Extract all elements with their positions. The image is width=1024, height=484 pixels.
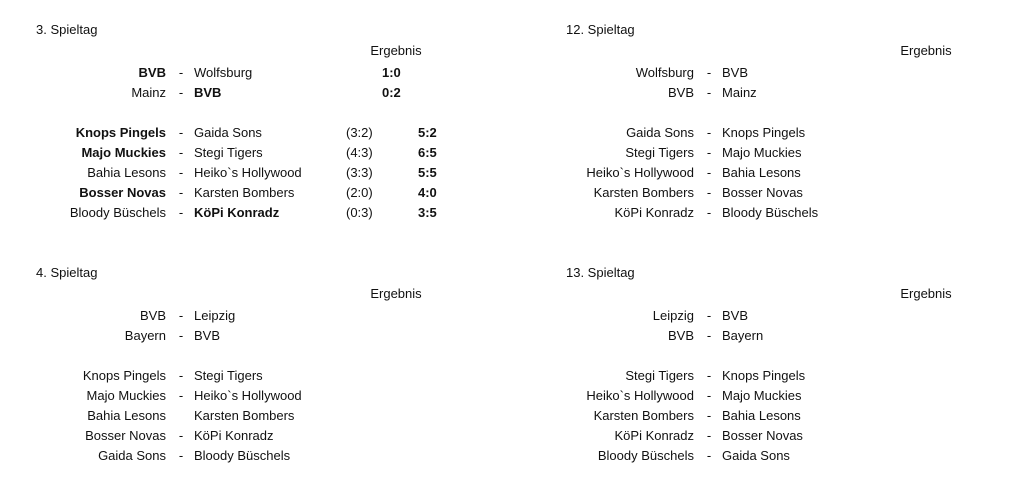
final-score: 5:2 [418, 125, 437, 140]
home-team-cell [36, 203, 166, 223]
away-team: Karsten Bombers [194, 185, 295, 200]
home-team: BVB [667, 85, 694, 100]
match-row [36, 406, 496, 426]
matchday-title: 4. Spieltag [36, 265, 98, 280]
match-row [566, 386, 1024, 406]
separator-dash: - [178, 145, 184, 160]
bvb-match-row [36, 306, 496, 326]
home-team-cell [36, 406, 166, 426]
separator-dash: - [706, 428, 712, 443]
home-team: Stegi Tigers [625, 145, 694, 160]
away-team: Leipzig [194, 308, 236, 323]
home-team: Leipzig [652, 308, 694, 323]
away-team: Gaida Sons [722, 448, 790, 463]
home-team: BVB [139, 308, 166, 323]
separator-dash: - [706, 85, 712, 100]
final-score: 4:0 [418, 185, 437, 200]
away-team: BVB [194, 85, 222, 100]
final-score: 5:5 [418, 165, 437, 180]
home-team: Bayern [124, 328, 166, 343]
home-team-cell [566, 183, 694, 203]
home-team-cell [566, 406, 694, 426]
home-team-cell [36, 83, 166, 103]
matchday-block [566, 265, 1024, 475]
match-row [566, 406, 1024, 426]
final-score: 3:5 [418, 205, 437, 220]
match-row [566, 123, 1024, 143]
away-team: Knops Pingels [722, 368, 806, 383]
home-team-cell [566, 63, 694, 83]
match-row [36, 183, 496, 203]
home-team-cell [36, 386, 166, 406]
bvb-match-row [36, 326, 496, 346]
bvb-match-row [566, 306, 1024, 326]
home-team: Gaida Sons [626, 125, 694, 140]
match-row [36, 163, 496, 183]
away-team: BVB [722, 308, 749, 323]
match-row [566, 366, 1024, 386]
home-team: Bosser Novas [79, 185, 166, 200]
away-team: Bloody Büschels [194, 448, 291, 463]
away-team: Knops Pingels [722, 125, 806, 140]
separator-dash: - [706, 205, 712, 220]
halftime-score: (3:2) [346, 125, 373, 140]
home-team-cell [36, 143, 166, 163]
away-team: Stegi Tigers [194, 368, 263, 383]
home-team: Wolfsburg [635, 65, 694, 80]
away-team: Wolfsburg [194, 65, 253, 80]
match-row [566, 446, 1024, 466]
result-header: Ergebnis [370, 43, 422, 58]
separator-dash: - [706, 125, 712, 140]
home-team-cell [566, 366, 694, 386]
match-row [36, 203, 496, 223]
away-team: Gaida Sons [194, 125, 262, 140]
away-team: Bosser Novas [722, 428, 803, 443]
away-team: Majo Muckies [722, 388, 802, 403]
matchday-title: 3. Spieltag [36, 22, 98, 37]
away-team: Stegi Tigers [194, 145, 263, 160]
match-row [36, 143, 496, 163]
home-team: KöPi Konradz [614, 205, 694, 220]
bvb-match-row [566, 326, 1024, 346]
separator-dash: - [178, 85, 184, 100]
matchday-block [36, 265, 496, 475]
home-team: Karsten Bombers [593, 408, 694, 423]
matchday-block [36, 22, 496, 232]
separator-dash: - [178, 428, 184, 443]
match-row [566, 143, 1024, 163]
away-team: Bahia Lesons [722, 408, 801, 423]
home-team: Stegi Tigers [625, 368, 694, 383]
home-team-cell [566, 123, 694, 143]
home-team-cell [566, 446, 694, 466]
match-row [566, 203, 1024, 223]
away-team: KöPi Konradz [194, 205, 280, 220]
home-team-cell [566, 386, 694, 406]
home-team: Majo Muckies [86, 388, 166, 403]
separator-dash: - [706, 328, 712, 343]
home-team-cell [36, 326, 166, 346]
home-team: BVB [667, 328, 694, 343]
home-team: Heiko`s Hollywood [586, 388, 694, 403]
home-team-cell [566, 143, 694, 163]
home-team-cell [36, 306, 166, 326]
match-row [36, 426, 496, 446]
separator-dash: - [706, 448, 712, 463]
away-team: Majo Muckies [722, 145, 802, 160]
home-team-cell [36, 446, 166, 466]
bvb-match-row [36, 63, 496, 83]
match-row [566, 426, 1024, 446]
separator-dash: - [706, 185, 712, 200]
away-team: Karsten Bombers [194, 408, 295, 423]
matchday-title: 12. Spieltag [566, 22, 635, 37]
match-row [36, 123, 496, 143]
home-team: Bloody Büschels [69, 205, 166, 220]
home-team: BVB [138, 65, 166, 80]
result-header: Ergebnis [900, 286, 952, 301]
match-row [566, 163, 1024, 183]
match-row [36, 386, 496, 406]
away-team: KöPi Konradz [194, 428, 274, 443]
matchday-title: 13. Spieltag [566, 265, 635, 280]
home-team-cell [566, 203, 694, 223]
home-team-cell [566, 326, 694, 346]
match-row [36, 366, 496, 386]
away-team: Bloody Büschels [722, 205, 819, 220]
match-row [36, 446, 496, 466]
away-team: Bosser Novas [722, 185, 803, 200]
separator-dash: - [706, 408, 712, 423]
separator-dash: - [178, 125, 184, 140]
separator-dash: - [178, 65, 184, 80]
separator-dash: - [178, 388, 184, 403]
home-team: Mainz [131, 85, 166, 100]
home-team: Majo Muckies [81, 145, 166, 160]
separator-dash: - [178, 308, 184, 323]
home-team: Bahia Lesons [87, 165, 166, 180]
home-team-cell [36, 366, 166, 386]
home-team-cell [36, 183, 166, 203]
separator-dash: - [706, 145, 712, 160]
home-team-cell [566, 83, 694, 103]
separator-dash: - [706, 165, 712, 180]
separator-dash: - [178, 165, 184, 180]
separator-dash: - [178, 205, 184, 220]
match-row [566, 183, 1024, 203]
away-team: Heiko`s Hollywood [194, 165, 302, 180]
home-team: KöPi Konradz [614, 428, 694, 443]
halftime-score: (2:0) [346, 185, 373, 200]
away-team: Bayern [722, 328, 764, 343]
final-score: 1:0 [382, 65, 401, 80]
away-team: BVB [194, 328, 221, 343]
home-team: Karsten Bombers [593, 185, 694, 200]
home-team: Knops Pingels [82, 368, 166, 383]
separator-dash: - [178, 448, 184, 463]
separator-dash: - [178, 368, 184, 383]
home-team-cell [36, 123, 166, 143]
separator-dash: - [706, 65, 712, 80]
matchday-block [566, 22, 1024, 232]
away-team: BVB [722, 65, 749, 80]
home-team-cell [36, 426, 166, 446]
home-team: Bosser Novas [85, 428, 166, 443]
halftime-score: (0:3) [346, 205, 373, 220]
bvb-match-row [566, 83, 1024, 103]
separator-dash: - [706, 368, 712, 383]
home-team-cell [36, 163, 166, 183]
away-team: Heiko`s Hollywood [194, 388, 302, 403]
home-team: Bahia Lesons [87, 408, 166, 423]
separator-dash: - [706, 308, 712, 323]
home-team-cell [566, 306, 694, 326]
final-score: 0:2 [382, 85, 401, 100]
home-team-cell [36, 63, 166, 83]
home-team: Gaida Sons [98, 448, 166, 463]
home-team: Knops Pingels [75, 125, 166, 140]
home-team: Heiko`s Hollywood [586, 165, 694, 180]
bvb-match-row [36, 83, 496, 103]
final-score: 6:5 [418, 145, 437, 160]
separator-dash: - [178, 328, 184, 343]
home-team: Bloody Büschels [597, 448, 694, 463]
away-team: Bahia Lesons [722, 165, 801, 180]
away-team: Mainz [722, 85, 757, 100]
bvb-match-row [566, 63, 1024, 83]
separator-dash: - [706, 388, 712, 403]
home-team-cell [566, 426, 694, 446]
halftime-score: (4:3) [346, 145, 373, 160]
halftime-score: (3:3) [346, 165, 373, 180]
result-header: Ergebnis [900, 43, 952, 58]
home-team-cell [566, 163, 694, 183]
separator-dash: - [178, 185, 184, 200]
result-header: Ergebnis [370, 286, 422, 301]
